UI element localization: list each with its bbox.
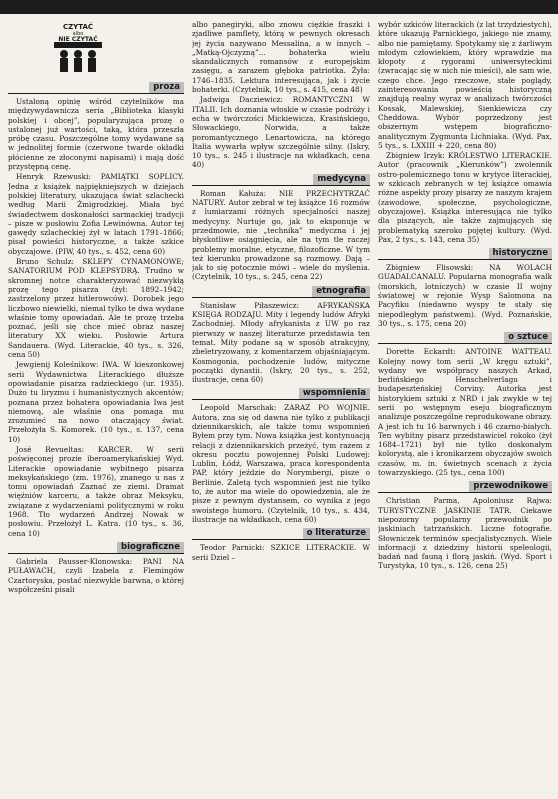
rubric-o-sztuce: o sztuce [378,331,552,344]
top-black-bar [0,0,558,14]
rubric-przewodnikowe: przewodnikowe [378,480,552,493]
rubric-historyczne: historyczne [378,247,552,260]
column-right [378,20,552,799]
rubric-wspomnienia: wspomnienia [192,387,370,400]
review-pausser: Gabriela Pausser-Klonowska: PANI NA PUŁAWACH, czyli Izabela z Flemingów Czartoryska, postać niezwykle barwna, o której współcześni pisali [8,556,184,594]
intro-paragraph: Ustaloną opinię wśród czytelników ma międzywydawnicza seria „Biblioteka klasyki polskiej i obcej”, popularyzująca prozę o ustalonej już wartości, taką, która przeszła próbę czasu. Poszczególne tomy wydawane są w jednolitej formie (czerwone twarde okładki płócienne ze złoconymi napisami) i mają dość przystępną cenę. [8,97,184,172]
review-schulz: Bruno Schulz: SKLEPY CYNAMONOWE; SANATORIUM POD KLEPSYDRĄ. Trudno w skromnej notce charakteryzować niezwykłą prozę tego pisarza (żył: 1892–1942; zastrzelony przez hitlerowców). Dorobek jego liczbowo niewielki, niemal tylko te dwa wydane właśnie tomy opowiadań. Ale te prozę trzeba poznać, jeśli się chce mieć obraz naszej literatury XX wieku. Posłowie Artura Sandauera. (Wyd. Literackie, 40 tys., s. 326, cena 50) [8,257,184,360]
rubric-medycyna: medycyna [192,173,370,186]
column-left [8,20,184,799]
rubric-proza: proza [8,81,184,94]
review-rzewuski: Henryk Rzewuski: PAMIĄTKI SOPLICY. Jedna z książek najpiękniejszych w dziejach polskiej literatury, ukazująca świat szlachecki według Marii Żmigrodzkiej. Miała być świadectwem doskonałości sarmackiej tradycji – pisze w posłowiu Zofia Lewinówna. Autor tej gawędy szlacheckiej żył w latach 1791–1866; pisał powieści historyczne, a także szkice obyczajowe. (PIW, 40 tys., s. 452, cena 60) [8,172,184,256]
logo-text-1: CZYTAĆ [62,23,94,31]
column-middle [192,20,370,799]
review-eckardt: Dorette Eckardt: ANTOINE WATTEAU. Kolejny nowy tom serii „W kręgu sztuki”, wydany we współpracy naszych Arkad, berlińskiego Henschelverlagu i budapeszteńskiej Corviny. Autorka jest historykiem sztuki z NRD i jak zwykle w tej serii po wstępnym eseju biograficznym analizuje poszczególne reprodukowane obrazy. A jest ich tu 16 barwnych i 46 czarno-białych. Ten wybitny pisarz przedstawiciel rokoko (żył 1684–1721) był nie tylko doskonałym kolorystą, ale i kronikarzem obyczajów swoich czasów, m. in. świetnych scenach z życia towarzyskiego. (25 tys., cena 100) [378,347,552,478]
review-flisowski: Zbigniew Flisowski: NA WOLACH GUADALCANALU. Popularna monografia walk (morskich, lotniczych) w czasie II wojny światowej w rejonie Wysp Salomona na Pacyfiku (niedawno wyspy te stały się niepodległym państwem). (Wyd. Poznańskie, 30 tys., s. 175, cena 20) [378,263,552,328]
review-parnicki: Teodor Parnicki: SZKICE LITERACKIE. W serii Dziel – [192,543,370,562]
reading-people-icon [48,20,108,78]
review-parma: Christian Parma, Apoloniusz Rajwa: TURYSTYCZNE JASKINIE TATR. Ciekawe niepozorny popularny przewodnik po jaskiniach tatrzańskich. Liczne fotografie. Słowniczek terminów specjalistycznych. Wiele informacji z dziedziny historii speleologii, badań nad fauną i florą jaskiń. (Wyd. Sport i Turystyka, 10 tys., s. 126, cena 25) [378,496,552,571]
review-kaluza: Roman Kałuża: NIE PRZECHYTRZAĆ NATURY. Autor zebrał w tej książce 16 rozmów z lumiarzami różnych specjalności naszej medycyny. Nurtuje go, jak to eksponuje w przedmowie, nie „technika” medyczna i jej błyskotliwe osiągnięcia, ale na tym tle raczej problemy moralne, etyczne, filozoficzne. W tym też kierunku prowadzone są rozmowy. Dają – jak to się potocznie mówi – wiele do myślenia. (Czytelnik, 10 tys., s. 245, cena 22) [192,188,370,282]
rubric-biograficzne: biograficzne [8,541,184,554]
rubric-o-literaturze: o literaturze [192,527,370,540]
rubric-etnografia: etnografia [192,285,370,298]
review-revueltas: José Revueltas: KARCER. W serii poświęconej prozie iberoamerykańskiej Wyd. Literackie opowiadanie wybitnego pisarza meksykańskiego (zm. 1976), znanego u nas z tomu opowiadań Zaznać ze ziemi. Dramat więźniów karceru, a także obraz Meksyku, związane z wydarzeniami politycznymi w roku 1968. Tło wydarzeń Andrzej Nowak w posłowiu. Przełożył L. Katra. (10 tys., s. 36, cena 10) [8,444,184,538]
czytac-logo [48,20,108,78]
logo-text-3: NIE CZYTAĆ [58,36,98,43]
logo-text-2: albo [72,31,84,37]
review-parnicki-cont: wybór szkiców literackich (z lat trzydziestych), które ukazują Parnickiego, jakiego nie znamy, albo nie pamiętamy. Spotykamy się z żarliwym młodym człowiekiem, który wprawdzie ma kłopoty z rygorami uniwersyteckimi (zwracając się w nich nie mieści), ale sam wie, czego chce. Jego rzeczowe, stałe poglądy, zainteresowania powieścią historyczną znajdują realny wyraz w analizach twórczości Kossak, Malewskiej, Sienkiewicza czy Cheddowa. Wybór poprzedzony jest obszernym wstępem biograficzno-analitycznym Zygmunta Lichniaka. (Wyd. Pax, 5 tys., s. LXXIII + 220, cena 80) [378,20,552,150]
review-pilaszewicz: Stanisław Piłaszewicz: AFRYKAŃSKA KSIĘGA RODZAJU. Mity i legendy ludów Afryki Zachodniej. Młody afrykanista z UW po raz pierwszy w naszej literaturze przedstawia ten temat. Mity podane są w sposób atrakcyjny, zbeletryzowany, z komentarzem objaśniającym. Kosmogonia, pochodzenie ludów, mityczne początki dynastii. (Iskry, 20 tys., s. 252, ilustracje, cena 60) [192,300,370,385]
review-pausser-cont: albo panegiryki, albo znowu ciężkie fraszki i zjadliwe pamflety, którą w pewnych okresach jej życia nazywano Messalina, a w innych – „Matką-Ojczyzną”... bohaterka wielu skandalicznych romansów z europejskim zasięgu, a zarazem głęboka patriotka. Żyła: 1746–1835. Lektura interesująca, jak i życie bohaterki. (Czytelnik, 10 tys., s. 415, cena 48) [192,20,370,95]
review-irzyk: Zbigniew Irzyk: KRÓLESTWO LITERACKIE. Autor (pracownik „Kierunków”) zwolennik ostro-polemicznego tonu w krytyce literackiej, w szkicach zebranych w tej książce omawia różne aspekty prozy pisarzy ze naszym krajem (zawodowe, społeczne, psychologiczne, obyczajowe). Książka interesująca nie tylko dla piszących, ale także zajmujących się problematyką szeroko pojętej kultury. (Wyd. Pax, 2 tys., s. 143, cena 35) [378,151,552,244]
review-dacziewicz: Jadwiga Dacziewicz: ROMANTYCZNI W ITALII. Ich doznania włoskie w czasie podróży i echa w twórczości Mickiewicza, Krasińskiego, Słowackiego, Norwida, a także poromantycznego Lenartowicza, na którego Italia wywarła wpływ szczególnie silny. (Iskry, 10 tys., s. 245 i ilustracje na wkładkach, cena 40) [192,95,370,170]
review-marschak: Leopold Marschak: ZARAZ PO WOJNIE. Autora, zna się od dawna nie tylko z publikacji dziennikarskich, ale także tomu wspomnień Byłem przy tym. Nowa książka jest kontynuacją relacji z dziennikarskich przeżyć, tym razem z okresu pocztu powojennej Polski Ludowej: Lublin, Łódź, Warszawa, praca korespondenta PAP, który jeździe do Norymbergi, pisze o Berlinie. Zaletą tych wspomnień jest nie tylko to, że autor ma wiele do opowiedzenia, ale że pisze z pewnym dystansem, co wynika z jego swoistego humoru. (Czytelnik, 10 tys., s. 434, ilustracje na wkładkach, cena 60) [192,403,370,524]
review-kolesnikow: Jewgienij Koleśnikow: IWA. W kieszonkowej serii Wydawnictwa Literackiego dłuższe opowiadanie pisarza radzieckiego (ur. 1935). Dużo tu liryzmu i humanistycznych akcentów; poznana przez bohatera opowiadania Iwa jest niemową, ale właśnie ona pomaga mu zrozumieć na nowo otaczający świat. Przełożyła S. Komorek. (10 tys., s. 137, cena 10) [8,360,184,444]
